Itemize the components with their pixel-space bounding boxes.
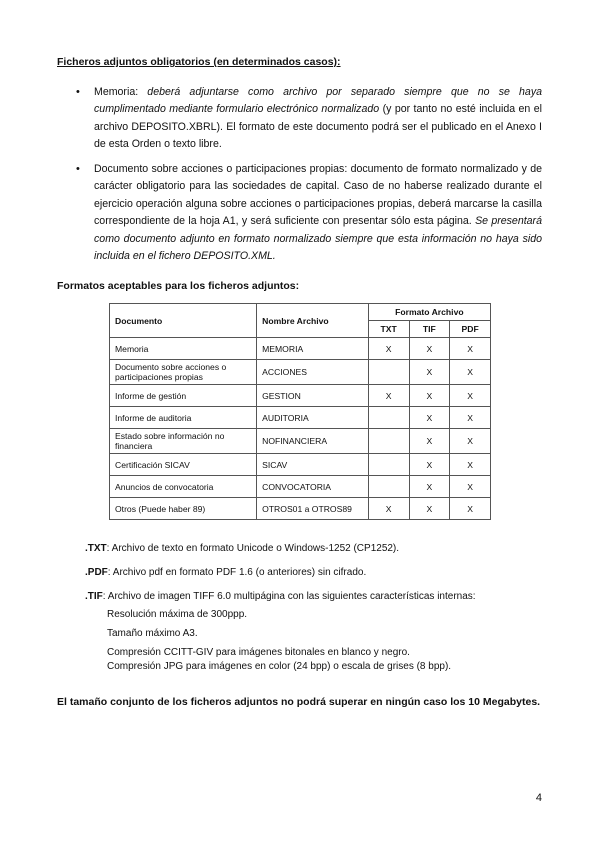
cell-documento: Informe de auditoria xyxy=(110,407,257,429)
cell-tif: X xyxy=(409,338,450,360)
cell-documento: Memoria xyxy=(110,338,257,360)
cell-pdf: X xyxy=(450,385,491,407)
cell-txt xyxy=(368,360,409,385)
col-formato-archivo: Formato Archivo xyxy=(368,304,490,321)
cell-tif: X xyxy=(409,385,450,407)
col-documento: Documento xyxy=(110,304,257,338)
table-row xyxy=(110,454,491,476)
col-pdf: PDF xyxy=(450,321,491,338)
col-tif: TIF xyxy=(409,321,450,338)
tif-item: Compresión CCITT-GIV para imágenes bitonales en blanco y negro. xyxy=(107,647,410,658)
table-row xyxy=(110,338,491,360)
cell-tif: X xyxy=(409,360,450,385)
bullet-acciones xyxy=(94,161,542,265)
table-row xyxy=(110,429,491,454)
cell-tif: X xyxy=(409,454,450,476)
col-nombre-archivo: Nombre Archivo xyxy=(257,304,369,338)
cell-pdf: X xyxy=(450,429,491,454)
cell-pdf: X xyxy=(450,476,491,498)
cell-txt: X xyxy=(368,385,409,407)
bullet-dot: • xyxy=(76,163,80,175)
cell-tif: X xyxy=(409,476,450,498)
cell-nombre-archivo: SICAV xyxy=(257,454,369,476)
cell-pdf: X xyxy=(450,407,491,429)
col-txt: TXT xyxy=(368,321,409,338)
tif-item: Resolución máxima de 300ppp. xyxy=(107,609,248,620)
tif-label: .TIF xyxy=(85,591,103,602)
acciones-italic: Se presentará como documento adjunto en formato normalizado siempre que esta información no haya sido incluida en el fichero DEPOSITO.XML. xyxy=(94,215,542,263)
cell-txt xyxy=(368,454,409,476)
cell-nombre-archivo: AUDITORIA xyxy=(257,407,369,429)
table-row xyxy=(110,385,491,407)
table-row xyxy=(110,476,491,498)
cell-nombre-archivo: OTROS01 a OTROS89 xyxy=(257,498,369,520)
cell-documento: Anuncios de convocatoria xyxy=(110,476,257,498)
size-limit-note: El tamaño conjunto de los ficheros adjuntos no podrá superar en ningún caso los 10 Megabytes. xyxy=(57,696,541,708)
acciones-text: Documento sobre acciones o participaciones propias: documento de formato normalizado y de carácter obligatorio para las sociedades de capital. Caso de no haberse realizado durante el ejercicio operación alguna sobre acciones o participaciones propias, deberá marcarse la casilla correspondiente de la hoja A1, y será suficiente con presentar sólo esta página. xyxy=(94,163,542,228)
memoria-italic: deberá adjuntarse como archivo por separado siempre que no se haya cumplimentado mediante formulario electrónico normalizado xyxy=(94,86,543,116)
cell-nombre-archivo: CONVOCATORIA xyxy=(257,476,369,498)
bullet-memoria xyxy=(94,84,542,154)
cell-documento: Estado sobre información no financiera xyxy=(110,429,257,454)
cell-nombre-archivo: ACCIONES xyxy=(257,360,369,385)
cell-nombre-archivo: MEMORIA xyxy=(257,338,369,360)
tif-text: : Archivo de imagen TIFF 6.0 multipágina con las siguientes características internas: xyxy=(102,591,476,602)
heading-accepted-formats: Formatos aceptables para los ficheros adjuntos: xyxy=(57,280,300,292)
cell-pdf: X xyxy=(450,454,491,476)
cell-pdf: X xyxy=(450,338,491,360)
formats-table xyxy=(109,303,491,520)
cell-txt xyxy=(368,476,409,498)
txt-label: .TXT xyxy=(85,543,107,554)
memoria-lead: Memoria: xyxy=(94,86,148,98)
pdf-label: .PDF xyxy=(85,567,108,578)
cell-nombre-archivo: NOFINANCIERA xyxy=(257,429,369,454)
txt-note xyxy=(85,538,399,560)
cell-documento: Informe de gestión xyxy=(110,385,257,407)
cell-txt: X xyxy=(368,498,409,520)
cell-tif: X xyxy=(409,498,450,520)
table-row xyxy=(110,360,491,385)
tif-item: Tamaño máximo A3. xyxy=(107,628,198,639)
cell-txt xyxy=(368,429,409,454)
pdf-text: : Archivo pdf en formato PDF 1.6 (o anteriores) sin cifrado. xyxy=(107,567,367,578)
heading-required-attachments: Ficheros adjuntos obligatorios (en determinados casos): xyxy=(57,56,341,68)
cell-documento: Certificación SICAV xyxy=(110,454,257,476)
cell-pdf: X xyxy=(450,360,491,385)
table-row xyxy=(110,407,491,429)
page-number: 4 xyxy=(535,792,542,804)
cell-documento: Documento sobre acciones o participaciones propias xyxy=(110,360,257,385)
cell-txt: X xyxy=(368,338,409,360)
cell-tif: X xyxy=(409,407,450,429)
pdf-note xyxy=(85,562,366,584)
cell-tif: X xyxy=(409,429,450,454)
bullet-dot: • xyxy=(76,86,80,98)
memoria-rest: (y por tanto no esté incluida en el archivo DEPOSITO.XBRL). El formato de este documento podrá ser el publicado en el Anexo I de esta Orden o texto libre. xyxy=(94,103,542,151)
tif-item: Compresión JPG para imágenes en color (24 bpp) o escala de grises (8 bpp). xyxy=(107,661,452,672)
cell-nombre-archivo: GESTION xyxy=(257,385,369,407)
cell-txt xyxy=(368,407,409,429)
cell-pdf: X xyxy=(450,498,491,520)
cell-documento: Otros (Puede haber 89) xyxy=(110,498,257,520)
txt-text: : Archivo de texto en formato Unicode o Windows-1252 (CP1252). xyxy=(106,543,400,554)
table-row xyxy=(110,498,491,520)
